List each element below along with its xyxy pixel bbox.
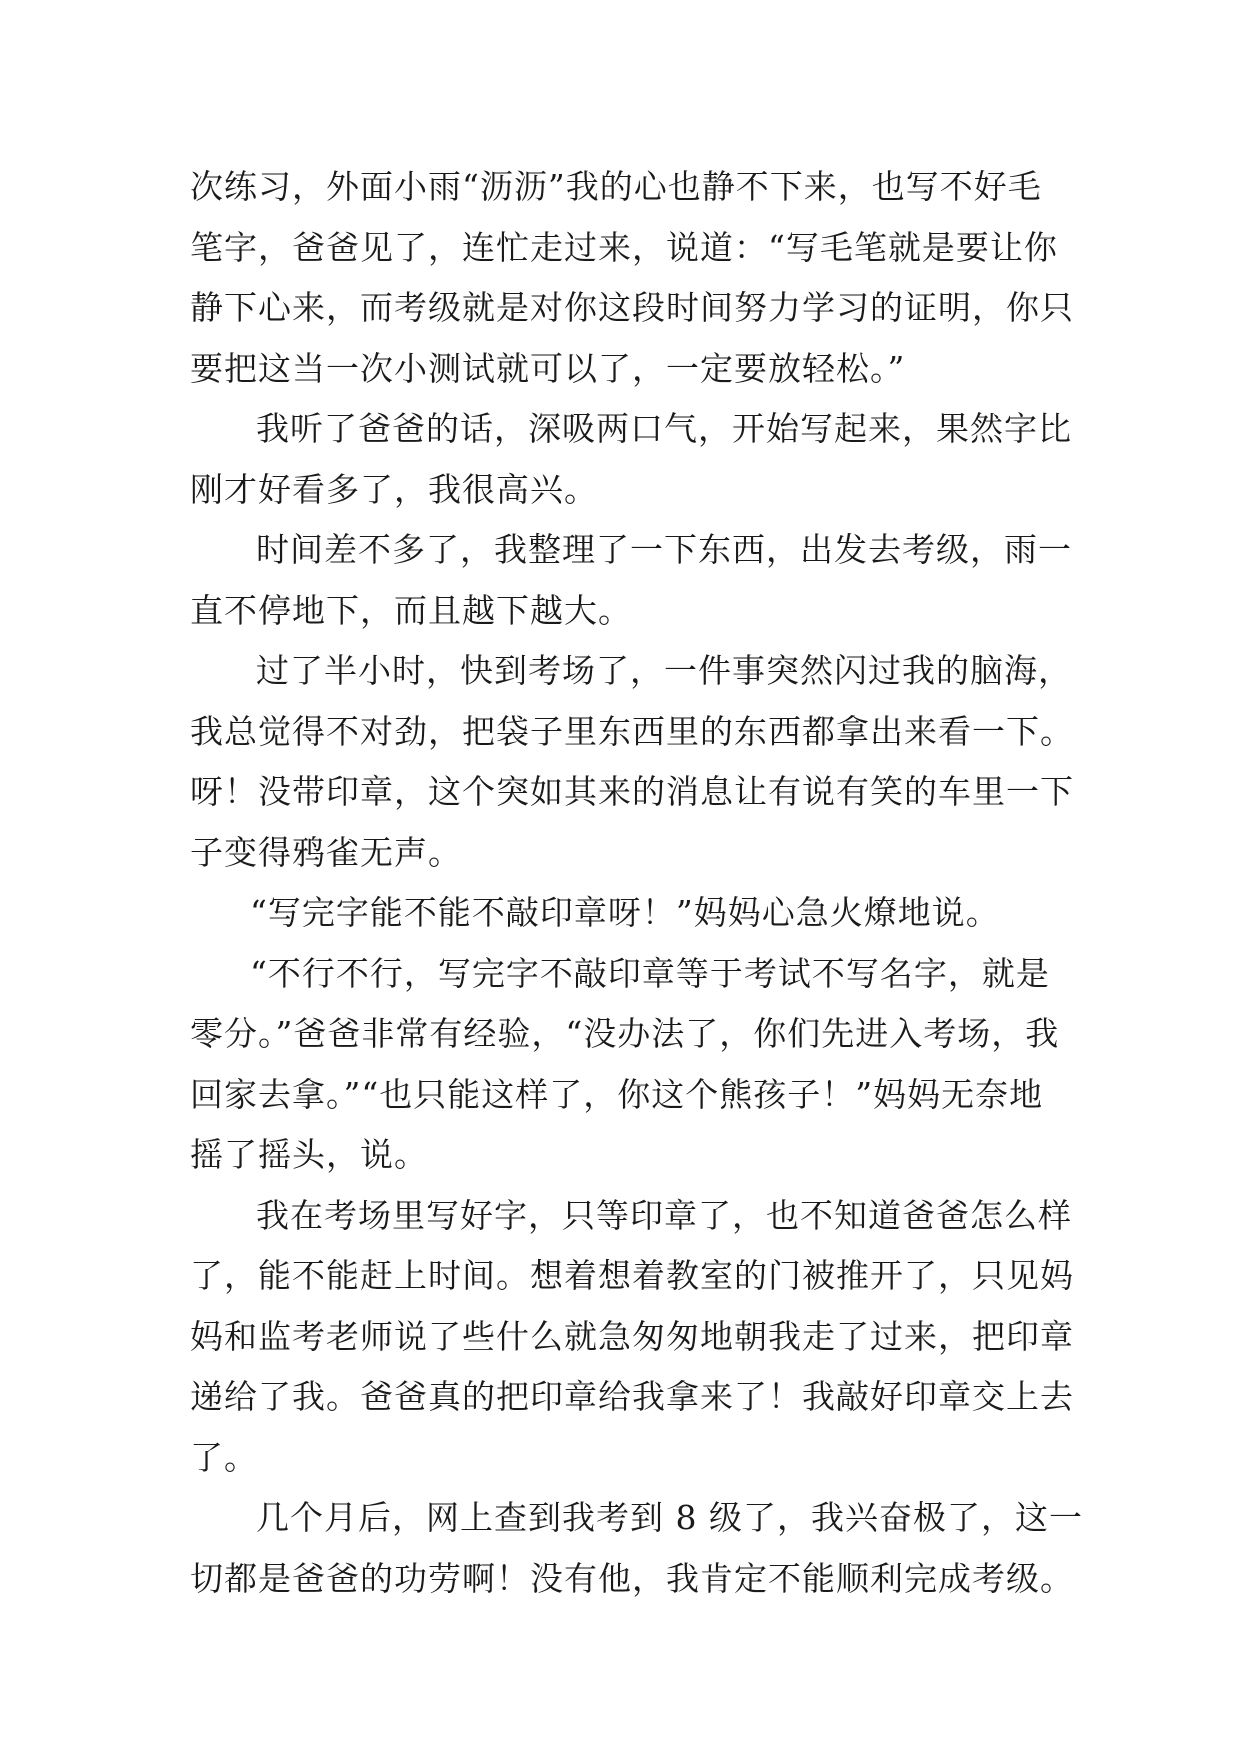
paragraph-first-line: “不行不行，写完字不敲印章等于考试不写名字，就是 (250, 953, 1050, 993)
text-line: 妈和监考老师说了些什么就急匆匆地朝我走了过来，把印章 (190, 1316, 1074, 1356)
text-line: 呀！没带印章，这个突如其来的消息让有说有笑的车里一下 (190, 772, 1074, 811)
text-line: 静下心来，而考级就是对你这段时间努力学习的证明，你只 (190, 288, 1074, 327)
text-line: 切都是爸爸的功劳啊！没有他，我肯定不能顺利完成考级。 (190, 1558, 1074, 1598)
paragraph-first-line: 几个月后，网上查到我考到 8 级了，我兴奋极了，这一 (256, 1498, 1083, 1537)
paragraph-first-line: “写完字能不能不敲印章呀！”妈妈心急火燎地说。 (250, 893, 1000, 932)
text-line: 了。 (190, 1437, 258, 1477)
paragraph-first-line: 我听了爸爸的话，深吸两口气，开始写起来，果然字比 (256, 409, 1072, 448)
text-line: 零分。”爸爸非常有经验，“没办法了，你们先进入考场，我 (190, 1014, 1060, 1053)
text-line: 递给了我。爸爸真的把印章给我拿来了！我敲好印章交上去 (190, 1377, 1074, 1416)
essay-body (190, 157, 1083, 1609)
text-line: 笔字，爸爸见了，连忙走过来，说道：“写毛笔就是要让你 (190, 227, 1058, 267)
paragraph-first-line: 过了半小时，快到考场了，一件事突然闪过我的脑海， (256, 651, 1072, 690)
text-line: 次练习，外面小雨“沥沥”我的心也静不下来，也写不好毛 (190, 167, 1042, 206)
paragraph-first-line: 我在考场里写好字，只等印章了，也不知道爸爸怎么样 (256, 1195, 1072, 1235)
text-line: 摇了摇头，说。 (190, 1135, 428, 1174)
paragraph-first-line: 时间差不多了，我整理了一下东西，出发去考级，雨一 (256, 530, 1072, 569)
text-line: 刚才好看多了，我很高兴。 (190, 469, 598, 509)
text-line: 回家去拿。”“也只能这样了，你这个熊孩子！”妈妈无奈地 (190, 1074, 1044, 1114)
text-line: 要把这当一次小测试就可以了，一定要放轻松。” (190, 348, 906, 388)
text-line: 了，能不能赶上时间。想着想着教室的门被推开了，只见妈 (190, 1256, 1074, 1295)
text-line: 子变得鸦雀无声。 (190, 832, 462, 872)
text-line: 直不停地下，而且越下越大。 (190, 590, 632, 630)
text-line: 我总觉得不对劲，把袋子里东西里的东西都拿出来看一下。 (190, 711, 1074, 751)
